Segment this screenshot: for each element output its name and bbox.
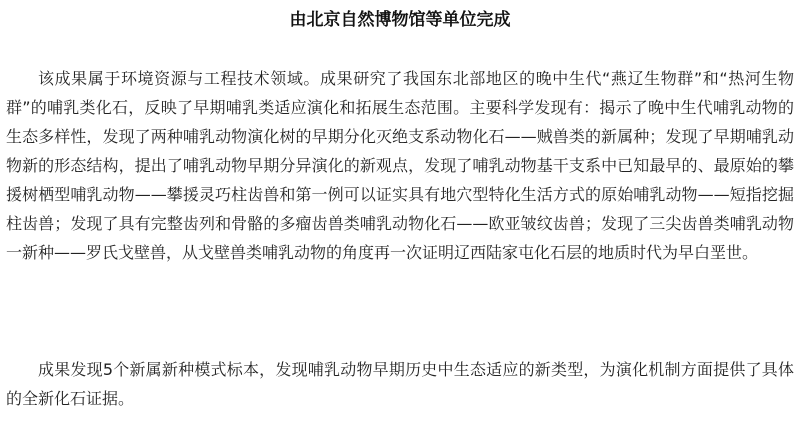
paragraph-summary: 成果发现5个新属新种模式标本，发现哺乳动物早期历史中生态适应的新类型，为演化机制方面提供了具体的全新化石证据。 [6,360,794,408]
article-title: 由北京自然博物馆等单位完成 [289,10,511,30]
paragraph-findings: 该成果属于环境资源与工程技术领域。成果研究了我国东北部地区的晚中生代“燕辽生物群”和“热河生物群”的哺乳类化石，反映了早期哺乳类适应演化和拓展生态范围。主要科学发现有：揭示了晚中生代哺乳动物的生态多样性，发现了两种哺乳动物演化树的早期分化灭绝支系动物化石——贼兽类的新属种；发现了早期哺乳动物新的形态结构，提出了哺乳动物早期分异演化的新观点，发现了哺乳动物基干支系中已知最早的、最原始的攀援树栖型哺乳动物——攀援灵巧柱齿兽和第一例可以证实具有地穴型特化生活方式的原始哺乳动物——短指挖掘柱齿兽；发现了具有完整齿列和骨骼的多瘤齿兽类哺乳动物化石——欧亚皱纹齿兽；发现了三尖齿兽类哺乳动物一新种——罗氏戈壁兽，从戈壁兽类哺乳动物的角度再一次证明辽西陆家屯化石层的地质时代为早白垩世。 [6,69,794,262]
